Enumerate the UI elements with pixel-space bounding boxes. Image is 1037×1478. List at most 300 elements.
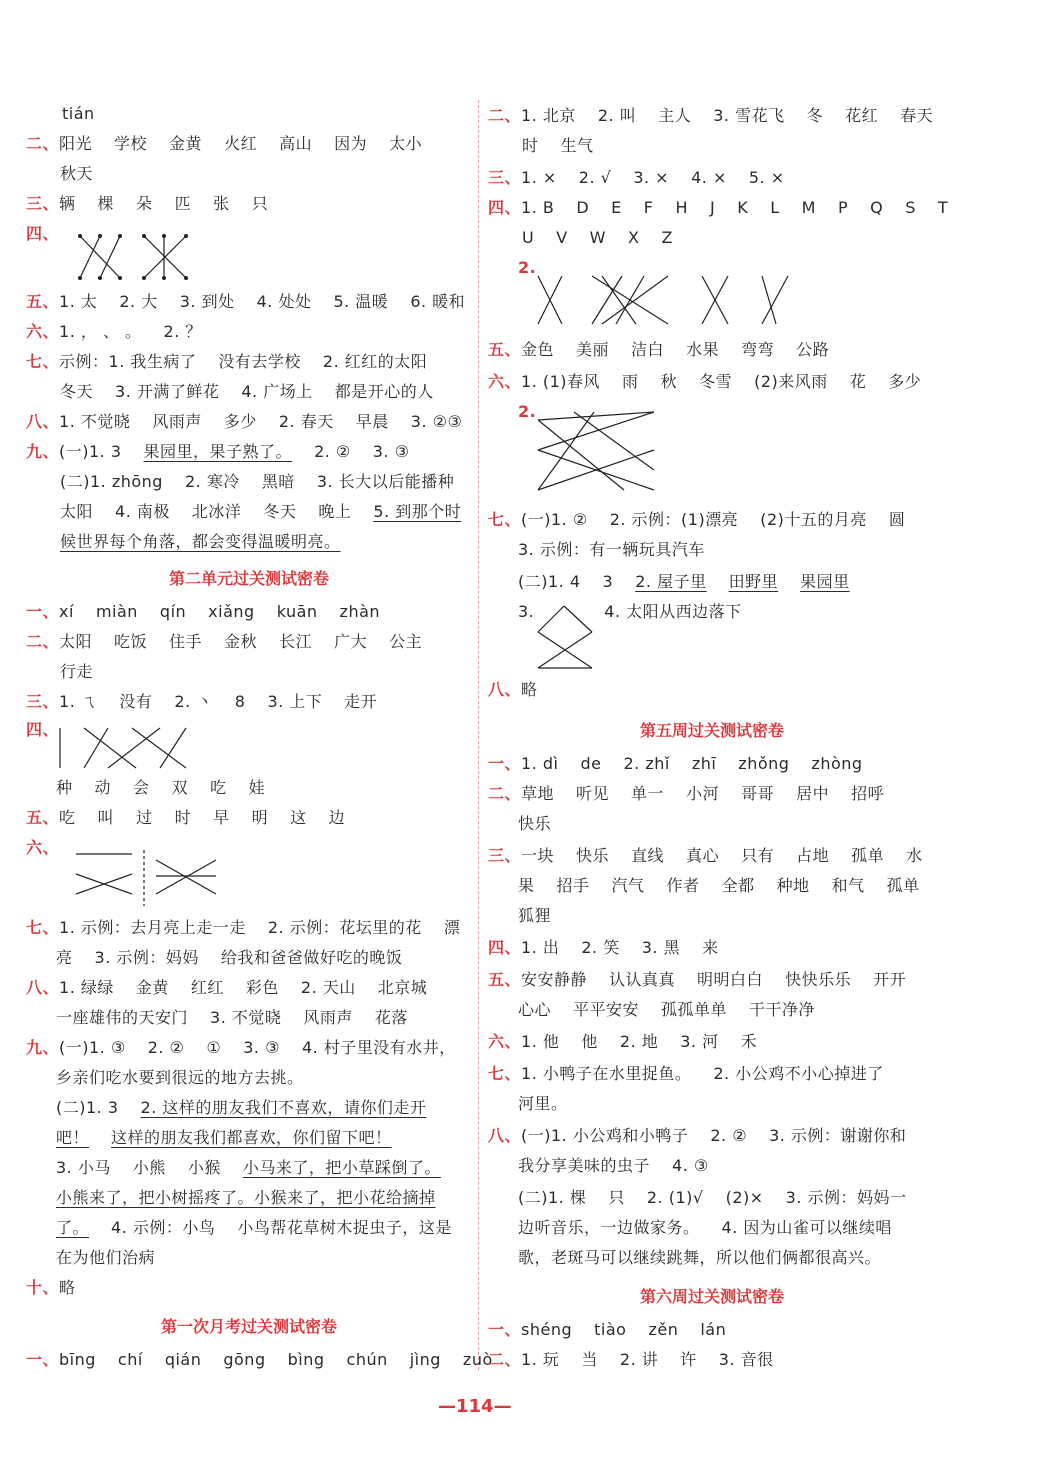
answer-item: bīng bbox=[59, 1350, 96, 1369]
answer-item: (2)来风雨 bbox=[754, 372, 828, 391]
answer-item: 八、 bbox=[26, 412, 60, 431]
answer-line bbox=[56, 1158, 463, 1178]
answer-item: 了。 bbox=[56, 1218, 90, 1237]
answer-item: 黑暗 bbox=[261, 472, 295, 491]
answer-item: 三、 bbox=[26, 692, 60, 711]
answer-line bbox=[56, 948, 424, 968]
answer-item: 孤单 bbox=[851, 846, 885, 865]
answer-item: 广大 bbox=[334, 632, 368, 651]
answer-item: (2)十五的月亮 bbox=[760, 510, 867, 529]
answer-item: 太阳 bbox=[59, 632, 93, 651]
answer-line bbox=[26, 808, 367, 828]
answer-item: 长江 bbox=[279, 632, 313, 651]
answer-item: 张 bbox=[213, 194, 230, 213]
answer-item: 小河 bbox=[686, 784, 720, 803]
answer-item: 花落 bbox=[374, 1008, 408, 1027]
answer-item: 三、 bbox=[488, 846, 522, 865]
answer-item: 晚上 bbox=[318, 502, 352, 521]
answer-item: 金黄 bbox=[169, 134, 203, 153]
answer-line bbox=[488, 680, 560, 700]
answer-item: 双 bbox=[171, 778, 189, 797]
answer-item: 3. 长大以后能播种 bbox=[316, 472, 455, 491]
answer-item: qín bbox=[159, 602, 187, 621]
answer-item: 2. 大 bbox=[119, 292, 158, 311]
answer-item: (一)1. 小公鸡和小鸭子 bbox=[521, 1126, 689, 1145]
answer-item: 春天 bbox=[900, 106, 934, 125]
answer-item: 过 bbox=[136, 808, 153, 827]
answer-item: 2. 这样的朋友我们不喜欢，请你们走开 bbox=[140, 1098, 427, 1117]
answer-line bbox=[488, 1350, 796, 1370]
answer-item: zhòng bbox=[811, 754, 863, 773]
answer-line: 快乐 bbox=[518, 814, 552, 833]
answer-item: 只 bbox=[251, 194, 269, 213]
answer-item: 田野里 bbox=[728, 572, 779, 591]
answer-item: 3. × bbox=[633, 168, 670, 187]
answer-item: 都是开心的人 bbox=[334, 382, 434, 401]
answer-item: 高山 bbox=[279, 134, 313, 153]
answer-item: 七、 bbox=[26, 918, 60, 937]
answer-line: 候世界每个角落，都会变得温暖明亮。 bbox=[60, 532, 341, 551]
answer-item: E bbox=[611, 198, 622, 217]
answer-item: zhǒng bbox=[738, 754, 790, 773]
answer-item: 4. 示例：小鸟 bbox=[111, 1218, 216, 1237]
answer-item: 一、 bbox=[488, 1320, 522, 1339]
answer-item: 1. × bbox=[521, 168, 557, 187]
answer-item: T bbox=[937, 198, 949, 217]
answer-item: 5. × bbox=[748, 168, 785, 187]
matching-lines-diagram bbox=[74, 232, 194, 282]
answer-item: ① bbox=[206, 1038, 222, 1057]
answer-item: 这样的朋友我们都喜欢，你们留下吧！ bbox=[111, 1128, 392, 1147]
answer-line bbox=[26, 292, 487, 312]
answer-item: 听见 bbox=[576, 784, 610, 803]
answer-item: 二、 bbox=[26, 134, 60, 153]
answer-item: 1. (1)春风 bbox=[521, 372, 601, 391]
answer-item: 2. 屋子里 bbox=[635, 572, 707, 591]
answer-item: 3. 黑 bbox=[641, 938, 681, 957]
answer-item: 冬天 bbox=[60, 382, 94, 401]
answer-item: L bbox=[770, 198, 780, 217]
answer-item: 略 bbox=[521, 680, 538, 699]
answer-item: 学校 bbox=[114, 134, 148, 153]
answer-item: 2. 丶 bbox=[174, 692, 213, 711]
answer-item: F bbox=[643, 198, 654, 217]
answer-item: 略 bbox=[59, 1278, 76, 1297]
answer-line: 乡亲们吃水要到很远的地方去挑。 bbox=[56, 1068, 304, 1087]
answer-item: 一、 bbox=[26, 1350, 60, 1369]
answer-item: 金黄 bbox=[135, 978, 169, 997]
matching-lines-diagram bbox=[532, 272, 792, 328]
answer-item: 3. ②③ bbox=[410, 412, 463, 431]
answer-item: 二、 bbox=[488, 784, 522, 803]
answer-item: 只 bbox=[608, 1188, 625, 1207]
answer-item: 明 bbox=[251, 808, 269, 827]
answer-item: xiǎng bbox=[208, 602, 255, 621]
answer-item: 1. 不觉晓 bbox=[59, 412, 131, 431]
answer-line: 狐狸 bbox=[518, 906, 552, 925]
answer-item: 当 bbox=[581, 1350, 598, 1369]
answer-item: 六、 bbox=[488, 372, 522, 391]
answer-line: 在为他们治病 bbox=[56, 1248, 156, 1267]
answer-item: U bbox=[522, 228, 535, 247]
answer-item: 3. 小马 bbox=[56, 1158, 111, 1177]
answer-item: 三、 bbox=[26, 194, 60, 213]
answer-item: 吃饭 bbox=[114, 632, 148, 651]
answer-item: zhàn bbox=[339, 602, 381, 621]
answer-item: 2. 讲 bbox=[619, 1350, 659, 1369]
answer-item: 走开 bbox=[344, 692, 378, 711]
answer-line bbox=[26, 1278, 98, 1298]
answer-item: 全都 bbox=[721, 876, 755, 895]
answer-item: 1. ㄟ bbox=[59, 692, 98, 711]
answer-line bbox=[26, 692, 399, 712]
answer-item: 开开 bbox=[873, 970, 907, 989]
answer-item: 孤孤单单 bbox=[661, 1000, 728, 1019]
answer-item: 太小 bbox=[389, 134, 423, 153]
answer-item: 太阳 bbox=[60, 502, 94, 521]
answer-line bbox=[488, 168, 807, 188]
answer-item: 作者 bbox=[666, 876, 700, 895]
answer-item: 冬雪 bbox=[699, 372, 733, 391]
answer-item: 哥哥 bbox=[741, 784, 775, 803]
answer-item: shéng bbox=[521, 1320, 573, 1339]
answer-item: 真心 bbox=[686, 846, 720, 865]
answer-item: chí bbox=[117, 1350, 143, 1369]
answer-item: qián bbox=[164, 1350, 202, 1369]
answer-item: 七、 bbox=[488, 510, 522, 529]
answer-item: 北京城 bbox=[377, 978, 428, 997]
answer-item: 3. 开满了鲜花 bbox=[115, 382, 220, 401]
answer-item: 4. × bbox=[691, 168, 727, 187]
page-number: —114— bbox=[438, 1396, 512, 1417]
answer-item: jìng bbox=[409, 1350, 441, 1369]
answer-item: 花红 bbox=[845, 106, 879, 125]
answer-item: 2. 春天 bbox=[278, 412, 334, 431]
answer-item: 4. 处处 bbox=[256, 292, 312, 311]
answer-item: 只有 bbox=[741, 846, 775, 865]
matching-lines-diagram bbox=[536, 602, 600, 672]
matching-lines-diagram bbox=[72, 850, 222, 906]
answer-item: 给我和爸爸做好吃的晚饭 bbox=[220, 948, 403, 967]
answer-item: 3 bbox=[602, 572, 614, 591]
answer-item: tiào bbox=[594, 1320, 627, 1339]
answer-item: 4. ③ bbox=[672, 1156, 709, 1175]
section-label: 六、 bbox=[26, 838, 60, 857]
answer-line: 秋天 bbox=[60, 164, 94, 183]
answer-item: zuò bbox=[462, 1350, 493, 1369]
answer-item: 3. 示例：谢谢你和 bbox=[769, 1126, 907, 1145]
answer-line bbox=[518, 876, 942, 896]
answer-item: 五、 bbox=[488, 340, 522, 359]
answer-item: 和气 bbox=[831, 876, 865, 895]
answer-line bbox=[488, 938, 741, 958]
answer-item: 2. 示例：(1)漂亮 bbox=[609, 510, 739, 529]
answer-line bbox=[518, 1000, 837, 1020]
answer-item: 八、 bbox=[26, 978, 60, 997]
answer-line bbox=[26, 918, 482, 938]
answer-item: 平平安安 bbox=[573, 1000, 640, 1019]
answer-item: 3. 到处 bbox=[179, 292, 235, 311]
answer-item: 许 bbox=[680, 1350, 697, 1369]
answer-item: (二)1. 4 bbox=[518, 572, 581, 591]
answer-item: 红红 bbox=[190, 978, 224, 997]
answer-item: (一)1. 3 bbox=[59, 442, 122, 461]
answer-item: 娃 bbox=[248, 778, 266, 797]
answer-line bbox=[26, 442, 431, 462]
answer-item: 我分享美味的虫子 bbox=[518, 1156, 651, 1175]
answer-line bbox=[26, 322, 224, 342]
answer-item: 一座雄伟的天安门 bbox=[56, 1008, 189, 1027]
answer-item: 汽气 bbox=[611, 876, 645, 895]
answer-item: 3. 示例：妈妈一 bbox=[785, 1188, 907, 1207]
answer-item: 1. B bbox=[521, 198, 555, 217]
answer-line bbox=[488, 340, 851, 360]
answer-item: 2. √ bbox=[578, 168, 612, 187]
answer-line bbox=[488, 846, 945, 866]
answer-item: 没有去学校 bbox=[218, 352, 301, 371]
answer-item: lán bbox=[700, 1320, 727, 1339]
answer-item: 公路 bbox=[796, 340, 830, 359]
answer-line: tián bbox=[62, 104, 95, 123]
answer-item: 小马来了，把小草踩倒了。 bbox=[242, 1158, 441, 1177]
answer-item: 果 bbox=[518, 876, 535, 895]
answer-line bbox=[488, 510, 927, 530]
matching-lines-diagram bbox=[534, 410, 664, 496]
answer-item: H bbox=[675, 198, 689, 217]
answer-item: 小鸟帮花草树木捉虫子，这是 bbox=[237, 1218, 452, 1237]
answer-line bbox=[488, 1064, 906, 1084]
answer-item: 早晨 bbox=[355, 412, 389, 431]
answer-line bbox=[26, 352, 449, 372]
answer-item: (一)1. ② bbox=[521, 510, 588, 529]
answer-item: 四、 bbox=[488, 938, 522, 957]
answer-item: 美丽 bbox=[576, 340, 610, 359]
answer-item: 招呼 bbox=[851, 784, 885, 803]
answer-item: 5. 到那个时 bbox=[373, 502, 462, 521]
answer-item: 辆 bbox=[59, 194, 76, 213]
answer-item: 边 bbox=[328, 808, 346, 827]
answer-item: K bbox=[737, 198, 749, 217]
answer-item: 水 bbox=[906, 846, 923, 865]
answer-line bbox=[60, 502, 483, 522]
section-header: 第二单元过关测试密卷 bbox=[168, 569, 329, 588]
section-label: 四、 bbox=[26, 224, 60, 243]
answer-item: 1. 北京 bbox=[521, 106, 576, 125]
answer-item: 3. 示例：妈妈 bbox=[94, 948, 199, 967]
answer-item: 没有 bbox=[119, 692, 153, 711]
answer-line bbox=[488, 1032, 779, 1052]
answer-item: W bbox=[589, 228, 606, 247]
answer-item: Q bbox=[870, 198, 884, 217]
answer-line bbox=[522, 228, 695, 248]
answer-line bbox=[60, 472, 476, 492]
answer-item: S bbox=[905, 198, 916, 217]
section-header: 第一次月考过关测试密卷 bbox=[160, 1317, 337, 1336]
answer-item: 叫 bbox=[97, 808, 115, 827]
answer-item: (二)1. 3 bbox=[56, 1098, 119, 1117]
answer-item: xí bbox=[59, 602, 74, 621]
section-header: 第五周过关测试密卷 bbox=[639, 721, 784, 740]
answer-line bbox=[488, 1320, 748, 1340]
answer-item: M bbox=[801, 198, 816, 217]
answer-item: 弯弯 bbox=[741, 340, 775, 359]
answer-item: 来 bbox=[702, 938, 719, 957]
answer-item: 4. 因为山雀可以继续唱 bbox=[721, 1218, 892, 1237]
answer-item: 多少 bbox=[888, 372, 922, 391]
answer-item: 吃 bbox=[210, 778, 227, 797]
answer-item: 2. zhǐ bbox=[623, 754, 670, 773]
answer-item: 花 bbox=[849, 372, 867, 391]
answer-line bbox=[26, 632, 444, 652]
answer-item: 五、 bbox=[488, 970, 522, 989]
answer-item: 水果 bbox=[686, 340, 720, 359]
answer-line bbox=[518, 572, 872, 592]
answer-item: 3. 不觉晓 bbox=[210, 1008, 282, 1027]
answer-item: 快乐 bbox=[576, 846, 610, 865]
answer-item: 2. 地 bbox=[619, 1032, 659, 1051]
answer-item: 风雨声 bbox=[303, 1008, 353, 1027]
answer-item: 3. ③ bbox=[243, 1038, 280, 1057]
answer-item: 4. 太阳从西边落下 bbox=[604, 602, 742, 621]
answer-item: 明明白白 bbox=[697, 970, 764, 989]
answer-item: 十、 bbox=[26, 1278, 60, 1297]
answer-item: 1. 示例：去月亮上走一走 bbox=[59, 918, 246, 937]
answer-line: 3. 示例：有一辆玩具汽车 bbox=[518, 540, 705, 559]
answer-item: 他 bbox=[581, 1032, 598, 1051]
answer-line: 行走 bbox=[60, 662, 94, 681]
answer-item: (二)1. zhōng bbox=[60, 472, 163, 491]
answer-item: 二、 bbox=[488, 106, 522, 125]
answer-line bbox=[60, 382, 456, 402]
answer-line bbox=[488, 970, 928, 990]
answer-line bbox=[26, 602, 402, 622]
answer-line bbox=[26, 978, 449, 998]
answer-line bbox=[488, 106, 955, 126]
answer-item: 心心 bbox=[518, 1000, 552, 1019]
answer-item: 三、 bbox=[488, 168, 522, 187]
answer-item: 火红 bbox=[224, 134, 258, 153]
answer-item: 阳光 bbox=[59, 134, 93, 153]
answer-item: 3. 音很 bbox=[718, 1350, 774, 1369]
answer-item: 2. 示例：花坛里的花 bbox=[267, 918, 422, 937]
answer-item: 八、 bbox=[488, 680, 522, 699]
answer-item: (一)1. ③ bbox=[59, 1038, 126, 1057]
answer-item: gōng bbox=[223, 1350, 266, 1369]
answer-item: 亮 bbox=[56, 948, 73, 967]
answer-item: 禾 bbox=[740, 1032, 758, 1051]
answer-item: 五、 bbox=[26, 292, 60, 311]
answer-line bbox=[56, 1008, 430, 1028]
answer-item: 快快乐乐 bbox=[785, 970, 852, 989]
answer-item: 北冰洋 bbox=[191, 502, 242, 521]
answer-item: 吧！ bbox=[56, 1128, 90, 1147]
answer-item: 五、 bbox=[26, 808, 60, 827]
answer-item: 2. 天山 bbox=[300, 978, 356, 997]
answer-line bbox=[56, 1218, 474, 1238]
answer-item: 八、 bbox=[488, 1126, 522, 1145]
answer-item: 3. 雪花飞 bbox=[713, 106, 785, 125]
answer-item: de bbox=[580, 754, 602, 773]
answer-item: 因为 bbox=[334, 134, 368, 153]
answer-item: 2. 叫 bbox=[597, 106, 637, 125]
section-header: 第六周过关测试密卷 bbox=[639, 1287, 784, 1306]
answer-line bbox=[488, 198, 970, 218]
answer-item: 5. 温暖 bbox=[333, 292, 389, 311]
answer-item: 2. ？ bbox=[163, 322, 202, 341]
answer-item: 1. 小鸭子在水里捉鱼。 bbox=[521, 1064, 692, 1083]
answer-item: 8 bbox=[234, 692, 246, 711]
answer-line bbox=[488, 754, 885, 774]
answer-item: 金色 bbox=[521, 340, 555, 359]
answer-item: 果园里 bbox=[800, 572, 850, 591]
answer-item: 吃 bbox=[59, 808, 76, 827]
answer-item: 2. ② bbox=[314, 442, 351, 461]
answer-item: 冬 bbox=[806, 106, 824, 125]
answer-item: P bbox=[837, 198, 849, 217]
answer-line bbox=[56, 1098, 448, 1118]
answer-item: 1. 太 bbox=[59, 292, 98, 311]
answer-item: 1. ， 、 。 bbox=[59, 322, 142, 341]
answer-item: 1. 出 bbox=[521, 938, 560, 957]
answer-item: 招手 bbox=[556, 876, 590, 895]
answer-line bbox=[26, 194, 290, 214]
answer-item: 动 bbox=[94, 778, 112, 797]
answer-item: 二、 bbox=[26, 632, 60, 651]
answer-line bbox=[26, 1038, 478, 1058]
answer-item: 一块 bbox=[521, 846, 555, 865]
answer-item: 金秋 bbox=[224, 632, 258, 651]
answer-item: 6. 暖和 bbox=[410, 292, 466, 311]
answer-item: 直线 bbox=[631, 846, 665, 865]
answer-item: 时 bbox=[522, 136, 539, 155]
column-divider bbox=[478, 100, 479, 1370]
answer-item: miàn bbox=[95, 602, 138, 621]
answer-item: 朵 bbox=[136, 194, 153, 213]
answer-item: 3. bbox=[518, 602, 535, 621]
answer-item: 干干净净 bbox=[749, 1000, 816, 1019]
answer-item: 冬天 bbox=[263, 502, 297, 521]
answer-item: 秋 bbox=[660, 372, 678, 391]
answer-item: D bbox=[576, 198, 590, 217]
answer-item: 认认真真 bbox=[609, 970, 676, 989]
answer-item: 草地 bbox=[521, 784, 555, 803]
answer-item: 1. 绿绿 bbox=[59, 978, 114, 997]
answer-line bbox=[522, 136, 616, 156]
answer-item: 七、 bbox=[488, 1064, 522, 1083]
answer-item: 3. 河 bbox=[680, 1032, 719, 1051]
answer-item: 2. ② bbox=[710, 1126, 748, 1145]
answer-item: 3. 上下 bbox=[267, 692, 323, 711]
answer-item: 种 bbox=[56, 778, 73, 797]
answer-item: 九、 bbox=[26, 1038, 60, 1057]
answer-item: 占地 bbox=[796, 846, 830, 865]
answer-item: 2. (1)√ bbox=[646, 1188, 704, 1207]
answer-item: 圆 bbox=[888, 510, 906, 529]
answer-line bbox=[26, 1350, 515, 1370]
answer-line: 小熊来了，把小树摇疼了。小猴来了，把小花给摘掉 bbox=[56, 1188, 436, 1207]
answer-item: (2)× bbox=[725, 1188, 764, 1207]
answer-item: X bbox=[628, 228, 640, 247]
answer-item: zhī bbox=[691, 754, 717, 773]
answer-item: 四、 bbox=[488, 198, 522, 217]
answer-item: 1. 玩 bbox=[521, 1350, 560, 1369]
answer-item: 这 bbox=[290, 808, 307, 827]
answer-item: 种地 bbox=[776, 876, 810, 895]
answer-item: 4. 广场上 bbox=[241, 382, 313, 401]
answer-item: kuān bbox=[276, 602, 318, 621]
answer-item: 主人 bbox=[658, 106, 692, 125]
answer-item: 时 bbox=[174, 808, 192, 827]
